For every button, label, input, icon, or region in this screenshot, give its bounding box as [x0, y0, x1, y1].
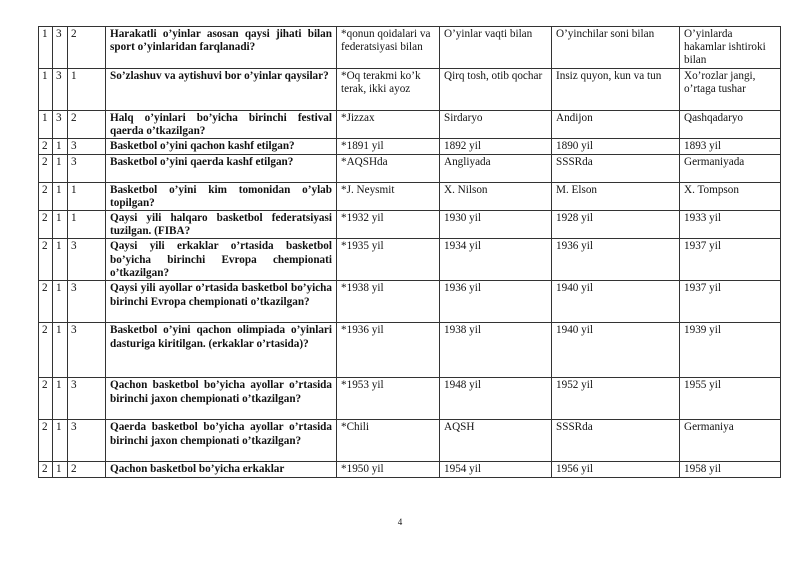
question-cell: Basketbol o’yini qachon olimpiada o’yinlari dasturiga kiritilgan. (erkaklar o’rtasida)?: [106, 323, 337, 378]
level-cell: 2: [39, 211, 53, 239]
answer-option-d-cell: 1893 yil: [680, 139, 781, 154]
correct-answer-cell: *Oq terakmi ko’k terak, ikki ayoz: [337, 69, 440, 111]
table-row: [39, 378, 781, 420]
page-number: 4: [397, 517, 403, 527]
table-row: [39, 69, 781, 111]
answer-option-d-cell: 1937 yil: [680, 239, 781, 281]
answer-option-b-cell: AQSH: [440, 420, 552, 462]
answer-option-c-cell: 1952 yil: [552, 378, 680, 420]
level-cell: 2: [39, 139, 53, 154]
correct-answer-cell: *1935 yil: [337, 239, 440, 281]
level-cell: 2: [39, 281, 53, 323]
difficulty-cell: 3: [68, 281, 106, 323]
answer-option-c-cell: Andijon: [552, 111, 680, 139]
level-cell: 2: [39, 239, 53, 281]
difficulty-cell: 1: [68, 182, 106, 210]
difficulty-cell: 2: [68, 111, 106, 139]
block-cell: 1: [53, 462, 68, 477]
answer-option-d-cell: Germaniya: [680, 420, 781, 462]
level-cell: 2: [39, 323, 53, 378]
correct-answer-cell: *qonun qoidalari va federatsiyasi bilan: [337, 27, 440, 69]
block-cell: 1: [53, 154, 68, 182]
table-row: [39, 420, 781, 462]
table-row: [39, 281, 781, 323]
difficulty-cell: 3: [68, 239, 106, 281]
level-cell: 1: [39, 27, 53, 69]
difficulty-cell: 3: [68, 154, 106, 182]
table-row: [39, 239, 781, 281]
answer-option-c-cell: SSSRda: [552, 154, 680, 182]
level-cell: 2: [39, 420, 53, 462]
answer-option-d-cell: Xo’rozlar jangi, o’rtaga tushar: [680, 69, 781, 111]
difficulty-cell: 2: [68, 27, 106, 69]
answer-option-b-cell: 1948 yil: [440, 378, 552, 420]
answer-option-d-cell: X. Tompson: [680, 182, 781, 210]
difficulty-cell: 3: [68, 378, 106, 420]
table-row: [39, 323, 781, 378]
answer-option-b-cell: 1936 yil: [440, 281, 552, 323]
answer-option-c-cell: 1928 yil: [552, 211, 680, 239]
table-row: [39, 154, 781, 182]
block-cell: 1: [53, 378, 68, 420]
difficulty-cell: 1: [68, 211, 106, 239]
answer-option-d-cell: O’yinlarda hakamlar ishtiroki bilan: [680, 27, 781, 69]
difficulty-cell: 1: [68, 69, 106, 111]
block-cell: 1: [53, 239, 68, 281]
block-cell: 1: [53, 182, 68, 210]
answer-option-b-cell: O’yinlar vaqti bilan: [440, 27, 552, 69]
answer-option-c-cell: O’yinchilar soni bilan: [552, 27, 680, 69]
answer-option-c-cell: 1936 yil: [552, 239, 680, 281]
difficulty-cell: 2: [68, 462, 106, 477]
table-row: [39, 139, 781, 154]
question-cell: Harakatli o’yinlar asosan qaysi jihati bilan sport o’yinlaridan farqlanadi?: [106, 27, 337, 69]
correct-answer-cell: *1953 yil: [337, 378, 440, 420]
block-cell: 3: [53, 69, 68, 111]
answer-option-c-cell: M. Elson: [552, 182, 680, 210]
block-cell: 1: [53, 211, 68, 239]
answer-option-b-cell: Qirq tosh, otib qochar: [440, 69, 552, 111]
question-cell: Qaysi yili halqaro basketbol federatsiyasi tuzilgan. (FIBA?: [106, 211, 337, 239]
answer-option-b-cell: X. Nilson: [440, 182, 552, 210]
difficulty-cell: 3: [68, 420, 106, 462]
difficulty-cell: 3: [68, 139, 106, 154]
correct-answer-cell: *Jizzax: [337, 111, 440, 139]
table-row: [39, 182, 781, 210]
answer-option-c-cell: SSSRda: [552, 420, 680, 462]
answer-option-b-cell: 1934 yil: [440, 239, 552, 281]
question-cell: Qaysi yili erkaklar o’rtasida basketbol bo’yicha birinchi Evropa chempionati o’tkazilgan?: [106, 239, 337, 281]
correct-answer-cell: *1938 yil: [337, 281, 440, 323]
answer-option-d-cell: Germaniyada: [680, 154, 781, 182]
answer-option-b-cell: 1892 yil: [440, 139, 552, 154]
question-cell: Qachon basketbol bo’yicha erkaklar: [106, 462, 337, 477]
answer-option-c-cell: 1940 yil: [552, 281, 680, 323]
correct-answer-cell: *1932 yil: [337, 211, 440, 239]
answer-option-d-cell: Qashqadaryo: [680, 111, 781, 139]
question-cell: Basketbol o’yini qaerda kashf etilgan?: [106, 154, 337, 182]
block-cell: 1: [53, 281, 68, 323]
answer-option-b-cell: 1938 yil: [440, 323, 552, 378]
quiz-table: [38, 26, 781, 478]
block-cell: 3: [53, 27, 68, 69]
correct-answer-cell: *Chili: [337, 420, 440, 462]
level-cell: 2: [39, 154, 53, 182]
difficulty-cell: 3: [68, 323, 106, 378]
level-cell: 2: [39, 182, 53, 210]
level-cell: 2: [39, 378, 53, 420]
block-cell: 1: [53, 323, 68, 378]
question-cell: Qaerda basketbol bo’yicha ayollar o’rtasida birinchi jaxon chempionati o’tkazilgan?: [106, 420, 337, 462]
question-cell: Basketbol o’yini kim tomonidan o’ylab topilgan?: [106, 182, 337, 210]
table-row: [39, 462, 781, 477]
table-row: [39, 27, 781, 69]
table-row: [39, 111, 781, 139]
correct-answer-cell: *J. Neysmit: [337, 182, 440, 210]
answer-option-d-cell: 1958 yil: [680, 462, 781, 477]
correct-answer-cell: *1950 yil: [337, 462, 440, 477]
answer-option-d-cell: 1939 yil: [680, 323, 781, 378]
answer-option-b-cell: Sirdaryo: [440, 111, 552, 139]
block-cell: 1: [53, 420, 68, 462]
question-cell: Basketbol o’yini qachon kashf etilgan?: [106, 139, 337, 154]
answer-option-d-cell: 1933 yil: [680, 211, 781, 239]
answer-option-b-cell: 1954 yil: [440, 462, 552, 477]
answer-option-b-cell: Angliyada: [440, 154, 552, 182]
answer-option-d-cell: 1937 yil: [680, 281, 781, 323]
correct-answer-cell: *AQSHda: [337, 154, 440, 182]
level-cell: 1: [39, 69, 53, 111]
answer-option-b-cell: 1930 yil: [440, 211, 552, 239]
question-cell: Halq o’yinlari bo’yicha birinchi festival qaerda o’tkazilgan?: [106, 111, 337, 139]
block-cell: 1: [53, 139, 68, 154]
answer-option-d-cell: 1955 yil: [680, 378, 781, 420]
answer-option-c-cell: 1890 yil: [552, 139, 680, 154]
question-cell: Qaysi yili ayollar o’rtasida basketbol bo’yicha birinchi Evropa chempionati o’tkazilgan?: [106, 281, 337, 323]
level-cell: 2: [39, 462, 53, 477]
question-cell: Qachon basketbol bo’yicha ayollar o’rtasida birinchi jaxon chempionati o’tkazilgan?: [106, 378, 337, 420]
correct-answer-cell: *1891 yil: [337, 139, 440, 154]
block-cell: 3: [53, 111, 68, 139]
answer-option-c-cell: 1940 yil: [552, 323, 680, 378]
answer-option-c-cell: Insiz quyon, kun va tun: [552, 69, 680, 111]
question-cell: So’zlashuv va aytishuvi bor o’yinlar qaysilar?: [106, 69, 337, 111]
answer-option-c-cell: 1956 yil: [552, 462, 680, 477]
table-row: [39, 211, 781, 239]
correct-answer-cell: *1936 yil: [337, 323, 440, 378]
level-cell: 1: [39, 111, 53, 139]
